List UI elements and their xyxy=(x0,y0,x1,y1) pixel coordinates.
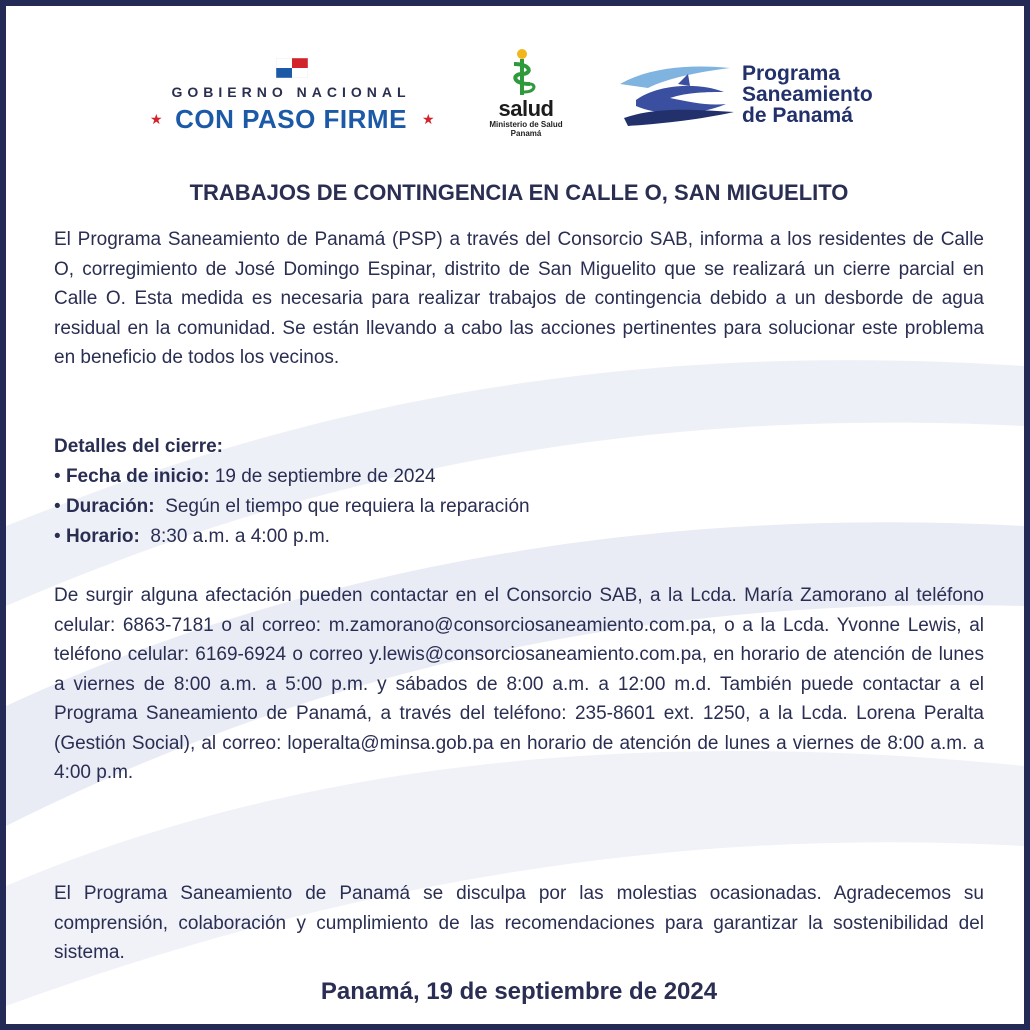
star-icon: ★ xyxy=(422,111,435,127)
closing-paragraph: El Programa Saneamiento de Panamá se disculpa por las molestias ocasionadas. Agradecemos su comprensión, colaboración y cumplimiento de las recomendaciones para garantizar la sostenibilidad del sistema. xyxy=(54,883,984,963)
details-item-start-date: • Fecha de inicio: 19 de septiembre de 2024 xyxy=(54,466,436,487)
panama-flag-icon xyxy=(276,58,308,78)
closure-details xyxy=(54,432,984,552)
star-icon: ★ xyxy=(150,111,163,127)
gobierno-nacional-logo xyxy=(146,56,446,136)
psp-logo xyxy=(618,58,918,138)
date-footer: Panamá, 19 de septiembre de 2024 xyxy=(320,978,718,1005)
salud-logo xyxy=(484,48,574,148)
intro-paragraph: El Programa Saneamiento de Panamá (PSP) a través del Consorcio SAB, informa a los residentes de Calle O, corregimiento de José Domingo Espinar, distrito de San Miguelito que se realizará un cierre parcial en Calle O. Esta medida es necesaria para realizar trabajos de contingencia debido a un desborde de agua residual en la comunidad. Se están llevando a cabo las acciones pertinentes para solucionar este problema en beneficio de todos los vecinos. xyxy=(54,229,984,368)
salud-subtitle: Ministerio de Salud Panamá xyxy=(489,120,563,138)
salud-emblem-icon xyxy=(484,48,568,98)
page-title: TRABAJOS DE CONTINGENCIA EN CALLE O, SAN MIGUELITO xyxy=(189,180,849,205)
details-item-schedule: • Horario: 8:30 a.m. a 4:00 p.m. xyxy=(54,526,330,547)
details-heading: Detalles del cierre: xyxy=(54,436,223,457)
gobierno-line1: GOBIERNO NACIONAL xyxy=(171,84,411,100)
dolphin-icon xyxy=(618,62,738,132)
salud-word: salud xyxy=(498,96,554,121)
psp-wordmark: Programa Saneamiento de Panamá xyxy=(742,62,873,127)
contact-paragraph: De surgir alguna afectación pueden contactar en el Consorcio SAB, a la Lcda. María Zamorano al teléfono celular: 6863-7181 o al correo: m.zamorano@consorciosaneamiento.com.pa, o a la Lcda. Yvonne Lewis, al teléfono celular: 6169-6924 o correo y.lewis@consorciosaneamiento.com.pa, en horario de atención de lunes a viernes de 8:00 a.m. a 5:00 p.m. y sábados de 8:00 a.m. a 12:00 m.d. También puede contactar a el Programa Saneamiento de Panamá, a través del teléfono: 235-8601 ext. 1250, a la Lcda. Lorena Peralta (Gestión Social), al correo: loperalta@minsa.gob.pa en horario de atención de lunes a viernes de 8:00 a.m. a 4:00 p.m. xyxy=(54,585,984,783)
gobierno-line2: CON PASO FIRME xyxy=(175,104,407,134)
details-item-duration: • Duración: Según el tiempo que requiera la reparación xyxy=(54,496,530,517)
